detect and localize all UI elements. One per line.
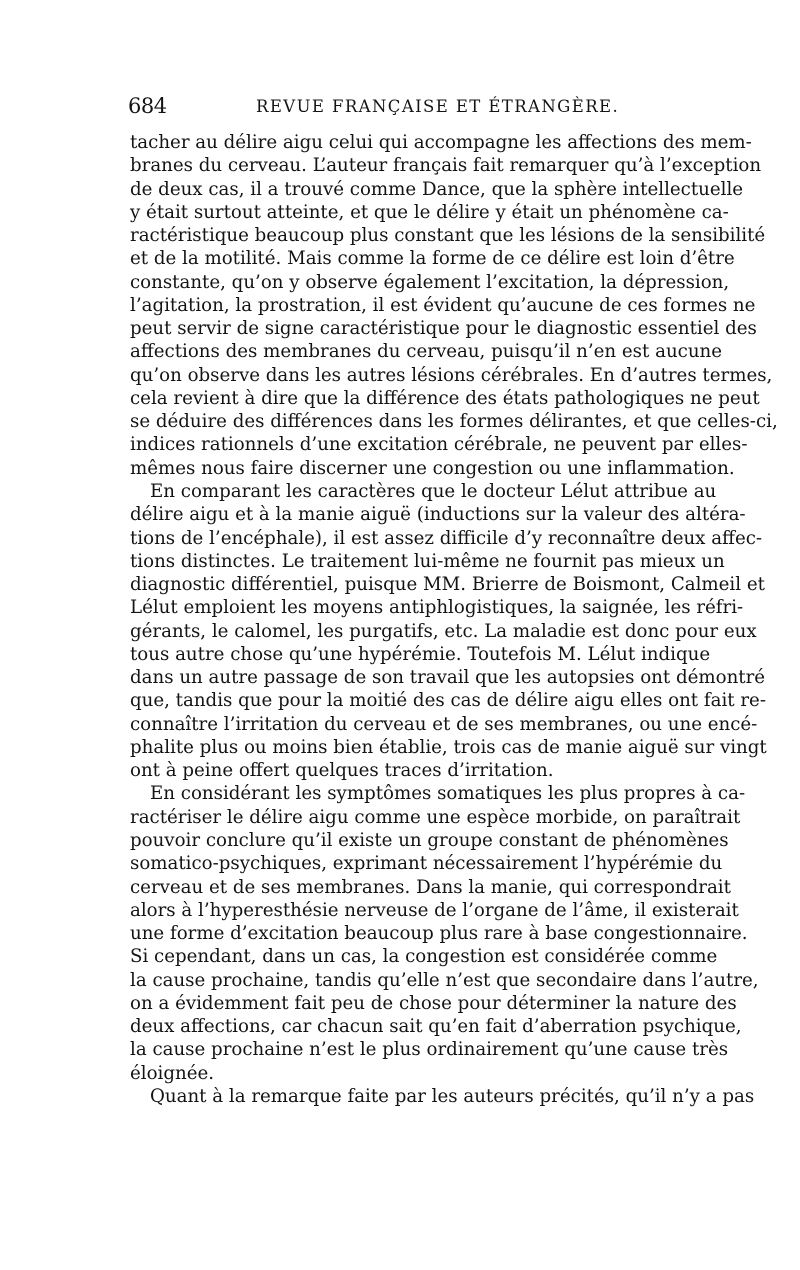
text-line: ont à peine offert quelques traces d’irritation. [130,760,554,782]
text-line: connaître l’irritation du cerveau et de ses membranes, ou une encé- [130,713,758,735]
text-line: la cause prochaine, tandis qu’elle n’est que secondaire dans l’autre, [130,969,759,991]
text-line: En comparant les caractères que le docteur Lélut attribue au [150,480,717,502]
text-line: tions distinctes. Le traitement lui-même ne fournit pas mieux un [130,550,725,572]
text-line: tions de l’encéphale), il est assez difficile d’y reconnaître deux affec- [130,527,763,549]
text-line: tous autre chose qu’une hypérémie. Toutefois M. Lélut indique [130,643,711,665]
text-line: la cause prochaine n’est le plus ordinairement qu’une cause très [130,1039,729,1061]
text-line: gérants, le calomel, les purgatifs, etc. La maladie est donc pour eux [130,620,757,642]
text-line: une forme d’excitation beaucoup plus rare à base congestionnaire. [130,923,748,945]
text-line: tacher au délire aigu celui qui accompagne les affections des mem- [130,132,752,153]
text-line: pouvoir conclure qu’il existe un groupe constant de phénomènes [130,829,729,851]
text-line: branes du cerveau. L’auteur français fait remarquer qu’à l’exception [130,155,762,177]
body-text [130,131,778,1108]
text-line: alors à l’hyperesthésie nerveuse de l’organe de l’âme, il existerait [130,899,739,921]
text-line: phalite plus ou moins bien établie, trois cas de manie aiguë sur vingt [130,736,767,758]
text-line: somatico-psychiques, exprimant nécessairement l’hypérémie du [130,853,723,875]
text-line: Quant à la remarque faite par les auteurs précités, qu’il n’y a pas [150,1085,755,1107]
text-line: dans un autre passage de son travail que les autopsies ont démontré [130,667,766,689]
text-line: cerveau et de ses membranes. Dans la manie, qui correspondrait [130,876,731,898]
text-line: qu’on observe dans les autres lésions cérébrales. En d’autres termes, [130,364,773,386]
text-line: En considérant les symptômes somatiques les plus propres à ca- [150,783,746,805]
text-line: que, tandis que pour la moitié des cas de délire aigu elles ont fait re- [130,690,766,712]
text-line: de deux cas, il a trouvé comme Dance, que la sphère intellectuelle [130,178,744,200]
text-line: éloignée. [130,1062,215,1084]
text-line: l’agitation, la prostration, il est évident qu’aucune de ces formes ne [130,294,756,316]
text-line: mêmes nous faire discerner une congestion ou une inflammation. [130,457,735,479]
text-line: constante, qu’on y observe également l’excitation, la dépression, [130,271,730,293]
text-line: ractéristique beaucoup plus constant que les lésions de la sensibilité [130,225,766,247]
text-line: Lélut emploient les moyens antiphlogistiques, la saignée, les réfri- [130,597,744,619]
text-line: on a évidemment fait peu de chose pour déterminer la nature des [130,992,737,1014]
text-line: affections des membranes du cerveau, puisqu’il n’en est aucune [130,341,723,363]
text-line: cela revient à dire que la différence des états pathologiques ne peut [130,387,760,409]
text-line: deux affections, car chacun sait qu’en fait d’aberration psychique, [130,1016,742,1038]
text-line: peut servir de signe caractéristique pour le diagnostic essentiel des [130,318,757,340]
page-number: 684 [128,94,167,118]
text-line: Si cependant, dans un cas, la congestion est considérée comme [130,946,718,968]
text-line: se déduire des différences dans les formes délirantes, et que celles-ci, [130,411,778,433]
running-head: REVUE FRANÇAISE ET ÉTRANGÈRE. [256,97,620,116]
text-line: et de la motilité. Mais comme la forme de ce délire est loin d’être [130,248,735,270]
text-line: ractériser le délire aigu comme une espèce morbide, on paraîtrait [130,806,741,828]
text-line: délire aigu et à la manie aiguë (inductions sur la valeur des altéra- [130,504,746,526]
text-line: indices rationnels d’une excitation cérébrale, ne peuvent par elles- [130,434,748,456]
page-header [128,94,676,124]
text-line: y était surtout atteinte, et que le délire y était un phénomène ca- [130,201,729,223]
text-line: diagnostic différentiel, puisque MM. Brierre de Boismont, Calmeil et [130,574,765,596]
